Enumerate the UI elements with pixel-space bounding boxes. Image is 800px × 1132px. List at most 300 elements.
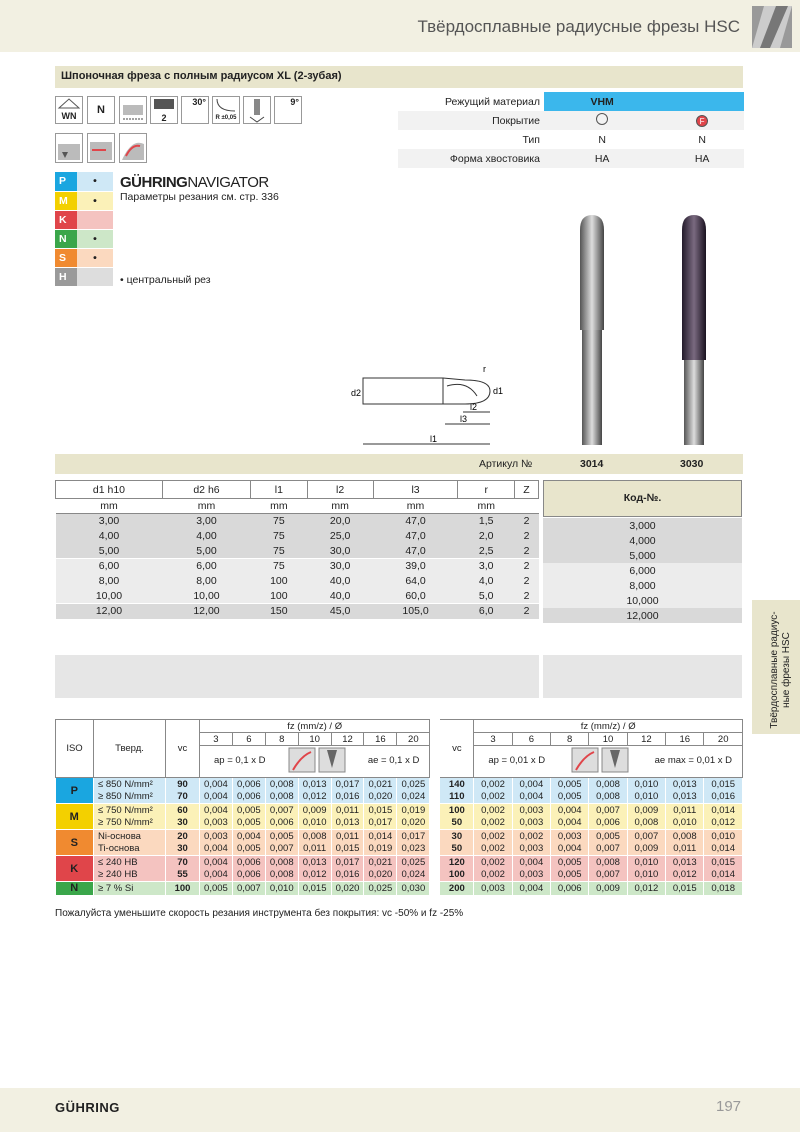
dims-cell: 75 (272, 515, 285, 528)
fz-cell: 0,007 (265, 804, 298, 817)
fz-header: fz (mm/z) / Ø (200, 720, 430, 733)
material-row (55, 191, 113, 210)
vc-cell: 100 (166, 882, 200, 895)
fz-cell: 0,005 (232, 804, 265, 817)
iso-group: P (56, 778, 94, 804)
fz2-cell: 0,010 (627, 778, 665, 791)
fz2-cell: 0,003 (551, 830, 589, 843)
fz2-cell: 0,013 (666, 778, 704, 791)
code-row (543, 533, 742, 548)
cut-row (56, 830, 743, 843)
spec-value: HA (694, 152, 710, 165)
plunge-icon (243, 96, 271, 124)
fz2-cell: 0,008 (589, 778, 627, 791)
fz2-cell: 0,008 (627, 817, 665, 830)
fz2-cell: 0,003 (512, 843, 550, 856)
dims-cell: 100 (270, 589, 288, 602)
dims-cell: 40,0 (329, 589, 351, 602)
vc-header: vc (166, 720, 200, 778)
material-row (55, 248, 113, 267)
fz2-cell: 0,007 (589, 804, 627, 817)
dims-cell: 2 (523, 530, 530, 542)
dia-header: 3 (200, 733, 233, 746)
vc-cell: 30 (166, 843, 200, 856)
page-title: Твёрдосплавные радиусные фрезы HSC (417, 17, 740, 36)
dims-cell: 75 (272, 530, 285, 542)
fz2-cell: 0,009 (627, 843, 665, 856)
fz2-cell: 0,011 (666, 843, 704, 856)
fz-cell: 0,005 (200, 882, 233, 895)
dims-unit: mm (56, 499, 163, 514)
dims-cell: 5,0 (478, 589, 494, 602)
material-letter: M (55, 191, 77, 210)
dims-cell: 75 (272, 544, 285, 557)
hardness-cell: ≥ 240 HB (94, 869, 166, 882)
fz-cell: 0,004 (200, 791, 233, 804)
material-letter: S (55, 248, 77, 267)
article-3014: 3014 (580, 458, 604, 470)
dims-cell: 150 (270, 605, 288, 618)
dims-header: d1 h10 (56, 481, 163, 499)
code-row (543, 578, 742, 593)
dia-header: 6 (232, 733, 265, 746)
dims-cell: 2 (523, 544, 530, 557)
fz2-cell: 0,002 (474, 830, 512, 843)
spec-value: VHM (544, 92, 660, 111)
dia-header: 16 (364, 733, 397, 746)
dims-cell: 64,0 (405, 575, 426, 587)
fz-cell: 0,012 (298, 869, 331, 882)
hardness-cell: ≥ 850 N/mm² (94, 791, 166, 804)
angle-label: 30° (192, 97, 206, 107)
fz-cell: 0,030 (397, 882, 430, 895)
cut-row (56, 843, 743, 856)
fz-cell: 0,017 (364, 817, 397, 830)
coating-circle-icon (596, 113, 608, 125)
code-header: Код-№. (543, 480, 742, 517)
cut-row (56, 817, 743, 830)
dims-header-row (56, 481, 539, 499)
fz-cell: 0,024 (397, 791, 430, 804)
angle-icon (181, 96, 209, 124)
fz2-cell: 0,002 (474, 817, 512, 830)
article-label: Артикул № (479, 458, 533, 470)
code-row (543, 563, 742, 578)
shank-icon (119, 96, 147, 124)
fz2-cell: 0,010 (627, 856, 665, 869)
dims-unit: mm (458, 499, 515, 514)
material-dot: • (77, 172, 113, 191)
fz-cell: 0,020 (331, 882, 364, 895)
fz2-cell: 0,002 (474, 804, 512, 817)
fz-cell: 0,019 (364, 843, 397, 856)
fz2-cell: 0,010 (704, 830, 743, 843)
material-row (55, 229, 113, 248)
fz-cell: 0,021 (364, 778, 397, 791)
dims-cell: 5,00 (98, 544, 120, 557)
spec-value: N (698, 133, 706, 146)
dims-cell: 105,0 (402, 605, 429, 618)
operation-icon (570, 746, 630, 777)
cutting-table (55, 719, 743, 895)
hardness-cell: ≤ 750 N/mm² (94, 804, 166, 817)
fz2-cell: 0,011 (666, 804, 704, 817)
spec-label: Тип (522, 133, 540, 146)
ap-label: ap = 0,1 x D (214, 755, 266, 766)
dims-cell: 30,0 (329, 544, 351, 557)
iso-group: N (56, 882, 94, 895)
l3-label: l3 (460, 414, 468, 424)
material-dot: • (77, 229, 113, 248)
fz-cell: 0,006 (232, 856, 265, 869)
spec-row (398, 111, 744, 130)
fz2-cell: 0,005 (551, 778, 589, 791)
dims-cell: 8,00 (98, 575, 120, 587)
dims-cell: 25,0 (329, 530, 351, 542)
dims-cell: 4,0 (478, 575, 494, 587)
fz-cell: 0,006 (232, 791, 265, 804)
dims-filler (55, 655, 539, 698)
table-gap (430, 778, 440, 791)
fz2-cell: 0,005 (551, 791, 589, 804)
code-cell: 6,000 (629, 564, 656, 577)
table-gap (430, 720, 440, 778)
fz-cell: 0,025 (397, 778, 430, 791)
fz2-cell: 0,002 (474, 869, 512, 882)
hardness-cell: Ni-основа (94, 830, 166, 843)
vc2-cell: 140 (440, 778, 474, 791)
fz-cell: 0,020 (397, 817, 430, 830)
material-letter: H (55, 267, 77, 286)
operation-icon (287, 746, 347, 777)
dims-unit (514, 499, 538, 514)
cut-row (56, 804, 743, 817)
material-row (55, 210, 113, 229)
spec-table (398, 92, 744, 168)
spec-value (660, 92, 744, 111)
fz2-cell: 0,014 (704, 804, 743, 817)
dia-header: 10 (298, 733, 331, 746)
vc2-cell: 50 (440, 817, 474, 830)
vc-cell: 70 (166, 791, 200, 804)
dims-unit: mm (251, 499, 308, 514)
fz-cell: 0,005 (265, 830, 298, 843)
spec-value: N (598, 133, 606, 146)
dims-cell: 40,0 (329, 575, 351, 587)
fz-cell: 0,021 (364, 856, 397, 869)
code-cell: 12,000 (626, 609, 659, 622)
fz2-cell: 0,003 (512, 869, 550, 882)
code-row (543, 518, 742, 533)
fz2-cell: 0,003 (474, 882, 512, 895)
material-dot (77, 210, 113, 229)
dia2-header: 8 (551, 733, 589, 746)
material-dot: • (77, 248, 113, 267)
dims-cell: 60,0 (405, 589, 426, 602)
dims-cell: 47,0 (405, 515, 426, 528)
side-tab-label: Твёрдосплавные радиус-ные фрезы HSC (769, 611, 792, 729)
fz2-cell: 0,005 (551, 869, 589, 882)
op-slot-icon (55, 133, 83, 163)
dia2-header: 20 (704, 733, 743, 746)
material-row (55, 172, 113, 191)
table-gap (430, 843, 440, 856)
tool-drawing (345, 360, 505, 450)
l1-label: l1 (430, 434, 438, 444)
vc-cell: 90 (166, 778, 200, 791)
vc2-cell: 50 (440, 843, 474, 856)
dims-row (56, 589, 539, 604)
fz2-cell: 0,015 (666, 882, 704, 895)
fz-cell: 0,023 (397, 843, 430, 856)
fz2-cell: 0,006 (589, 817, 627, 830)
fz2-cell: 0,010 (627, 791, 665, 804)
ae-label: ae = 0,1 x D (367, 755, 420, 766)
dia2-header: 3 (474, 733, 512, 746)
code-cell: 8,000 (629, 579, 656, 592)
cut-row (56, 791, 743, 804)
dims-row (56, 529, 539, 544)
fz2-cell: 0,002 (474, 843, 512, 856)
dims-cell: 4,00 (98, 530, 120, 542)
hardness-header: Тверд. (94, 720, 166, 778)
dims-cell: 5,00 (196, 544, 217, 557)
op-header-1 (200, 746, 430, 778)
dims-cell: 1,5 (478, 515, 494, 528)
fz-cell: 0,011 (331, 804, 364, 817)
fz-cell: 0,019 (397, 804, 430, 817)
d1-label: d1 (493, 386, 504, 396)
dims-unit: mm (162, 499, 250, 514)
fz2-cell: 0,008 (666, 830, 704, 843)
material-letter: N (55, 229, 77, 248)
dia-header: 12 (331, 733, 364, 746)
fz2-cell: 0,015 (704, 778, 743, 791)
vc2-cell: 30 (440, 830, 474, 843)
op-side-icon (87, 133, 115, 163)
fz2-cell: 0,004 (512, 882, 550, 895)
fz-cell: 0,010 (298, 817, 331, 830)
fz-cell: 0,008 (265, 778, 298, 791)
code-cell: 3,000 (629, 519, 656, 532)
fz2-cell: 0,002 (474, 856, 512, 869)
vc2-header: vc (440, 720, 474, 778)
fz-cell: 0,004 (200, 804, 233, 817)
product-subtitle-bar (55, 66, 743, 88)
fz2-cell: 0,007 (589, 843, 627, 856)
iso-group: M (56, 804, 94, 830)
vc2-cell: 120 (440, 856, 474, 869)
dia2-header: 10 (589, 733, 627, 746)
fz-cell: 0,010 (265, 882, 298, 895)
fz2-cell: 0,004 (551, 817, 589, 830)
code-filler (543, 655, 742, 698)
cut-row (56, 869, 743, 882)
material-dot: • (77, 191, 113, 210)
fz-cell: 0,013 (331, 817, 364, 830)
article-3030: 3030 (680, 458, 704, 470)
dims-cell: 20,0 (329, 515, 351, 528)
dims-cell: 2,0 (478, 530, 494, 542)
dims-header: l1 (251, 481, 308, 499)
dims-cell: 100 (270, 575, 288, 587)
tool-photo-3014 (570, 210, 630, 450)
spec-label: Режущий материал (445, 95, 540, 108)
material-row (55, 267, 113, 286)
dims-row (56, 604, 539, 619)
fz-cell: 0,016 (331, 869, 364, 882)
guehring-logo-icon (752, 6, 792, 48)
dims-cell: 10,00 (193, 589, 220, 602)
dims-header: l2 (307, 481, 373, 499)
fz2-cell: 0,012 (666, 869, 704, 882)
fz2-cell: 0,003 (512, 804, 550, 817)
material-dot (77, 267, 113, 286)
fz-cell: 0,015 (298, 882, 331, 895)
fz2-cell: 0,016 (704, 791, 743, 804)
fz2-cell: 0,004 (551, 804, 589, 817)
dims-cell: 6,00 (98, 560, 120, 573)
fz2-cell: 0,014 (704, 843, 743, 856)
hardness-cell: Ti-основа (94, 843, 166, 856)
spec-value (660, 111, 744, 130)
dims-cell: 6,00 (196, 560, 217, 573)
vc2-cell: 100 (440, 804, 474, 817)
iso-group: K (56, 856, 94, 882)
fz-cell: 0,004 (200, 843, 233, 856)
dims-cell: 2 (523, 560, 530, 573)
dia-header: 8 (265, 733, 298, 746)
table-gap (430, 856, 440, 869)
helix-label: 9° (290, 97, 299, 107)
dia2-header: 6 (512, 733, 550, 746)
fz2-cell: 0,015 (704, 856, 743, 869)
tool-photo-3030 (672, 210, 732, 450)
fz-cell: 0,008 (265, 869, 298, 882)
iso-header: ISO (56, 720, 94, 778)
dia2-header: 16 (666, 733, 704, 746)
dims-cell: 2 (523, 515, 530, 528)
fz2-cell: 0,009 (589, 882, 627, 895)
fz-cell: 0,013 (298, 856, 331, 869)
product-subtitle: Шпоночная фреза с полным радиусом XL (2-зубая) (61, 70, 342, 82)
wn-icon (55, 96, 83, 124)
fz2-cell: 0,008 (589, 791, 627, 804)
dims-cell: 3,00 (98, 515, 120, 528)
hardness-cell: ≥ 7 % Si (94, 882, 166, 895)
fz2-cell: 0,005 (551, 856, 589, 869)
dims-cell: 8,00 (196, 575, 217, 587)
hardness-cell: ≤ 240 HB (94, 856, 166, 869)
r-label: r (483, 364, 486, 374)
dims-cell: 2 (523, 589, 530, 602)
fz-cell: 0,020 (364, 869, 397, 882)
fz-cell: 0,003 (200, 830, 233, 843)
side-tab (752, 600, 800, 734)
fz-cell: 0,017 (397, 830, 430, 843)
dims-row (56, 544, 539, 559)
center-cut-note: • центральный рез (120, 274, 211, 286)
dims-cell: 12,00 (95, 605, 123, 618)
fz2-cell: 0,004 (512, 856, 550, 869)
fz2-cell: 0,004 (551, 843, 589, 856)
article-bar (55, 454, 743, 474)
dims-cell: 3,0 (478, 560, 494, 573)
fz-cell: 0,011 (298, 843, 331, 856)
page-number: 197 (716, 1098, 742, 1115)
fz2-cell: 0,012 (704, 817, 743, 830)
navigator-name: NAVIGATOR (187, 174, 269, 191)
helix-icon (274, 96, 302, 124)
navigator-logo (120, 174, 269, 191)
dims-header: d2 h6 (162, 481, 250, 499)
fz2-cell: 0,007 (627, 830, 665, 843)
table-gap (430, 869, 440, 882)
spec-value (544, 111, 660, 130)
dims-cell: 4,00 (196, 530, 217, 542)
fz-cell: 0,012 (298, 791, 331, 804)
code-table (543, 518, 742, 623)
fz-cell: 0,005 (232, 843, 265, 856)
fz-cell: 0,008 (265, 791, 298, 804)
dims-header: r (458, 481, 515, 499)
fz2-cell: 0,013 (666, 856, 704, 869)
wn-label: WN (61, 111, 77, 121)
fz-cell: 0,025 (397, 856, 430, 869)
fz2-cell: 0,003 (512, 817, 550, 830)
coating-f-badge: F (696, 115, 708, 127)
fz2-cell: 0,002 (474, 778, 512, 791)
fz2-cell: 0,004 (512, 778, 550, 791)
vc2-cell: 200 (440, 882, 474, 895)
material-letter: P (55, 172, 77, 191)
dims-unit: mm (307, 499, 373, 514)
spec-label: Форма хвостовика (449, 152, 540, 165)
cutting-params-ref: Параметры резания см. стр. 336 (120, 191, 279, 203)
cut-row (56, 882, 743, 895)
fz2-cell: 0,010 (666, 817, 704, 830)
dims-cell: 47,0 (405, 544, 426, 557)
fz2-cell: 0,008 (589, 856, 627, 869)
dims-cell: 10,00 (95, 589, 123, 602)
flutes-label: 2 (161, 113, 167, 123)
fz2-cell: 0,002 (512, 830, 550, 843)
dims-header: Z (514, 481, 538, 499)
code-cell: 5,000 (629, 549, 656, 562)
ae-label: ae max = 0,01 x D (654, 755, 732, 766)
fz-cell: 0,006 (232, 869, 265, 882)
dims-cell: 30,0 (329, 560, 351, 573)
fz-cell: 0,004 (200, 869, 233, 882)
fz-cell: 0,005 (232, 817, 265, 830)
fz-cell: 0,015 (331, 843, 364, 856)
vc-cell: 70 (166, 856, 200, 869)
radius-label: R ±0,05 (215, 115, 237, 121)
fz-cell: 0,014 (364, 830, 397, 843)
fz2-cell: 0,007 (589, 869, 627, 882)
fz-cell: 0,024 (397, 869, 430, 882)
fz-cell: 0,008 (298, 830, 331, 843)
navigator-brand: GÜHRING (120, 174, 188, 191)
dims-cell: 12,00 (193, 605, 220, 618)
fz2-header: fz (mm/z) / Ø (474, 720, 743, 733)
dims-unit: mm (373, 499, 458, 514)
dims-header: l3 (373, 481, 458, 499)
l2-label: l2 (470, 402, 478, 412)
vc-cell: 30 (166, 817, 200, 830)
fz-cell: 0,015 (364, 804, 397, 817)
fz2-cell: 0,005 (589, 830, 627, 843)
